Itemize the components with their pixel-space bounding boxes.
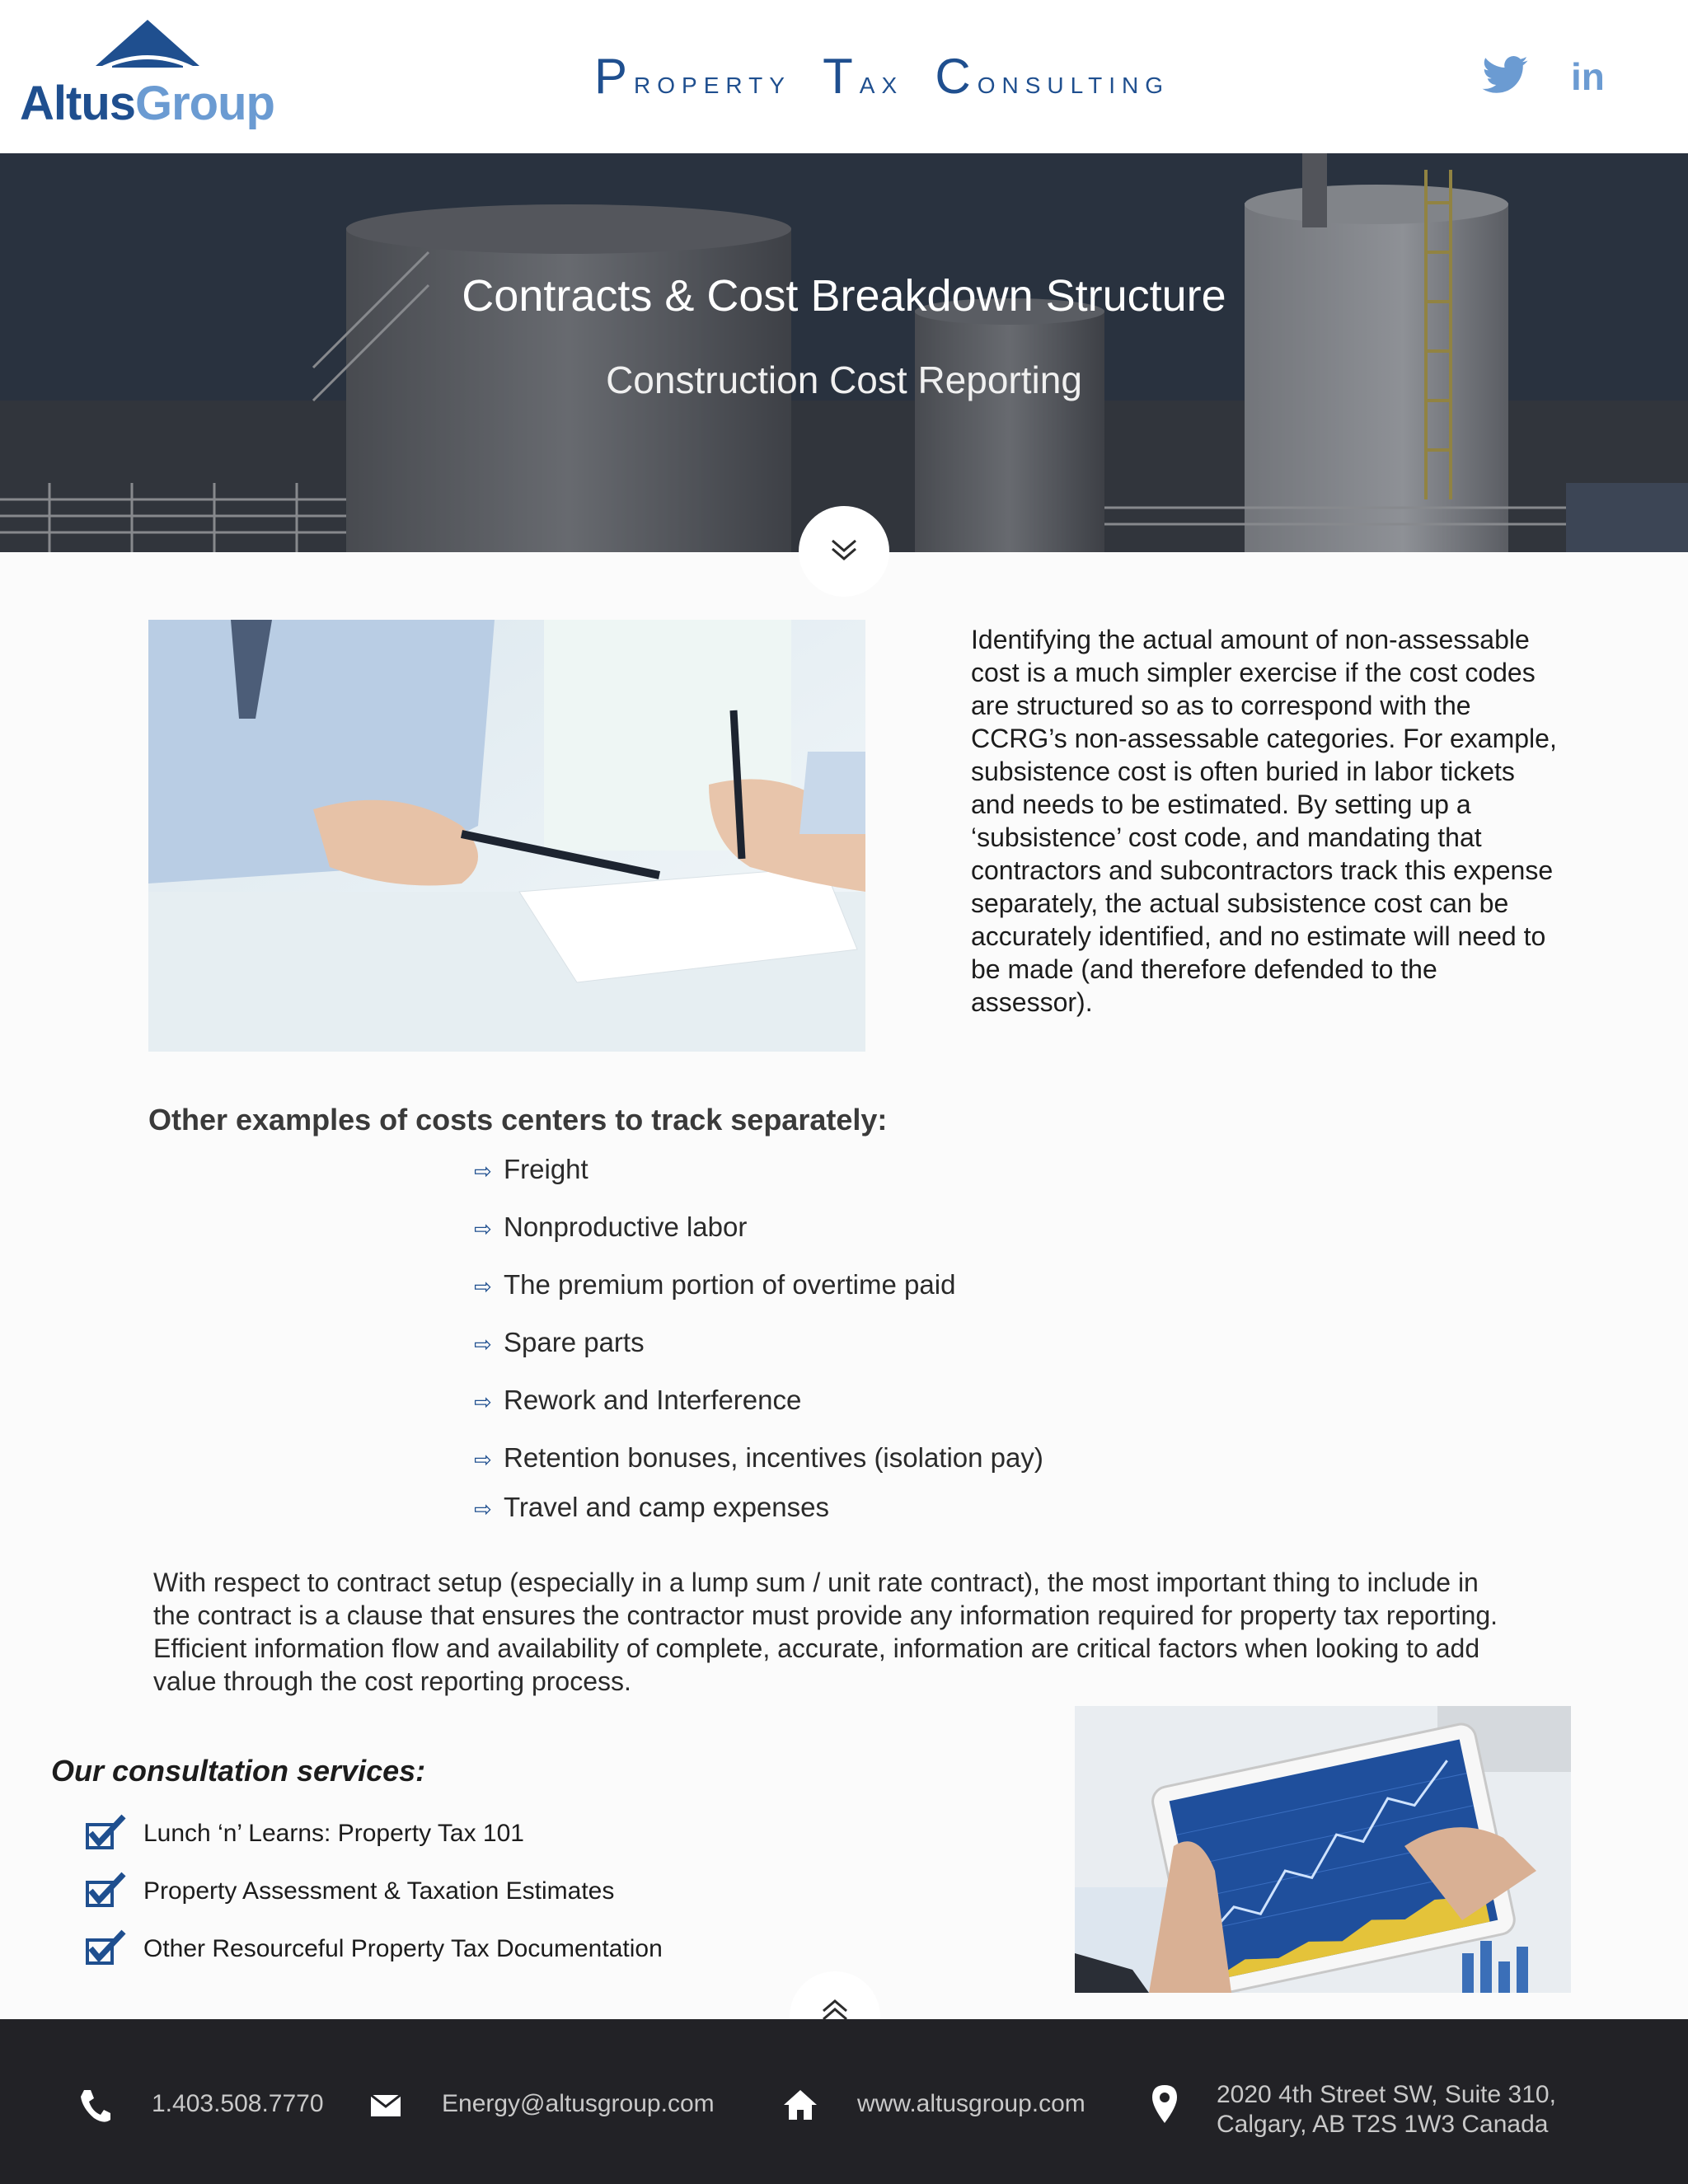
list-item: [474, 1492, 829, 1523]
home-icon: [783, 2088, 818, 2121]
page-footer: [0, 2019, 1688, 2184]
checkbox-checked-icon: [86, 1929, 127, 1965]
intro-paragraph: Identifying the actual amount of non-assessable cost is a much simpler exercise if the cost codes are structured so as to correspond with the CCRG’s non-assessable categories. For example, subsistence cost is often buried in labor tickets and needs to be estimated. By setting up a ‘subsistence’ cost code, and mandating that contractors and subcontractors track this expense separately, the actual subsistence cost can be accurately identified, and no estimate will need to be made (and therefore defended to the assessor).: [971, 625, 1557, 1017]
website-link[interactable]: www.altusgroup.com: [857, 2090, 1085, 2117]
site-title: [528, 48, 1236, 105]
twitter-icon[interactable]: [1480, 51, 1530, 101]
phone-icon: [79, 2088, 112, 2125]
title-word-2: ax: [859, 64, 904, 101]
checkbox-checked-icon: [86, 1813, 127, 1849]
list-item-label: Retention bonuses, incentives (isolation pay): [504, 1442, 1043, 1473]
title-cap-3: C: [935, 49, 978, 104]
arrow-right-icon: ⇨: [474, 1390, 492, 1414]
linkedin-icon[interactable]: [1571, 54, 1620, 104]
hero-title: Contracts & Cost Breakdown Structure: [462, 271, 1226, 321]
address-block: [1217, 2080, 1556, 2139]
page-header: [0, 0, 1688, 153]
arrow-right-icon: ⇨: [474, 1274, 492, 1299]
service-item: [86, 1929, 712, 1970]
address-line-1: 2020 4th Street SW, Suite 310,: [1217, 2081, 1556, 2108]
list-item: [474, 1269, 955, 1301]
arrow-right-icon: ⇨: [474, 1497, 492, 1521]
examples-heading: Other examples of costs centers to track separately:: [148, 1103, 888, 1137]
location-pin-icon: [1152, 2085, 1177, 2123]
title-word-3: onsulting: [977, 64, 1170, 101]
list-item: [474, 1212, 747, 1243]
list-item: [474, 1154, 588, 1185]
mail-icon: [371, 2095, 401, 2116]
logo-word-altus: Altus: [20, 77, 135, 130]
scroll-down-button[interactable]: [799, 506, 889, 597]
logo-wordmark: [20, 76, 274, 131]
service-label: Other Resourceful Property Tax Documentation: [143, 1935, 663, 1962]
arrow-right-icon: ⇨: [474, 1159, 492, 1183]
service-label: Lunch ‘n’ Learns: Property Tax 101: [143, 1820, 524, 1847]
list-item: [474, 1442, 1043, 1474]
signing-contract-photo: [148, 620, 865, 1052]
list-item: [474, 1385, 801, 1416]
list-item-label: Freight: [504, 1154, 588, 1184]
service-label: Property Assessment & Taxation Estimates: [143, 1877, 615, 1905]
logo-word-group: Group: [135, 77, 274, 130]
list-item-label: Nonproductive labor: [504, 1212, 748, 1242]
service-item: [86, 1813, 712, 1854]
linkedin-label: in: [1571, 55, 1605, 98]
title-word-1: roperty: [634, 64, 791, 101]
list-item-label: Rework and Interference: [504, 1385, 802, 1415]
arrow-right-icon: ⇨: [474, 1332, 492, 1357]
double-chevron-down-icon: [799, 506, 889, 597]
logo-mark-icon: [96, 20, 199, 68]
title-cap-2: T: [823, 49, 860, 104]
arrow-right-icon: ⇨: [474, 1447, 492, 1472]
tablet-chart-photo: [1075, 1706, 1571, 1993]
list-item-label: Travel and camp expenses: [504, 1492, 829, 1522]
altus-group-logo[interactable]: [20, 20, 300, 135]
phone-link[interactable]: 1.403.508.7770: [152, 2090, 324, 2117]
services-heading: Our consultation services:: [51, 1754, 426, 1788]
hero-subtitle: Construction Cost Reporting: [606, 359, 1082, 401]
service-item: [86, 1871, 712, 1912]
contract-paragraph: With respect to contract setup (especially in a lump sum / unit rate contract), the most important thing to include in the contract is a clause that ensures the contractor must provide any information required for property tax reporting. Efficient information flow and availability of complete, accurate, information are critical factors when looking to add value through the cost reporting process.: [153, 1568, 1498, 1696]
address-line-2: Calgary, AB T2S 1W3 Canada: [1217, 2111, 1549, 2138]
list-item-label: Spare parts: [504, 1327, 645, 1357]
title-cap-1: P: [594, 49, 635, 104]
arrow-right-icon: ⇨: [474, 1216, 492, 1241]
email-link[interactable]: Energy@altusgroup.com: [442, 2090, 715, 2117]
list-item-label: The premium portion of overtime paid: [504, 1269, 956, 1300]
list-item: [474, 1327, 645, 1358]
checkbox-checked-icon: [86, 1871, 127, 1907]
industrial-tanks-image: [0, 153, 1688, 552]
hero-banner: [0, 153, 1688, 552]
